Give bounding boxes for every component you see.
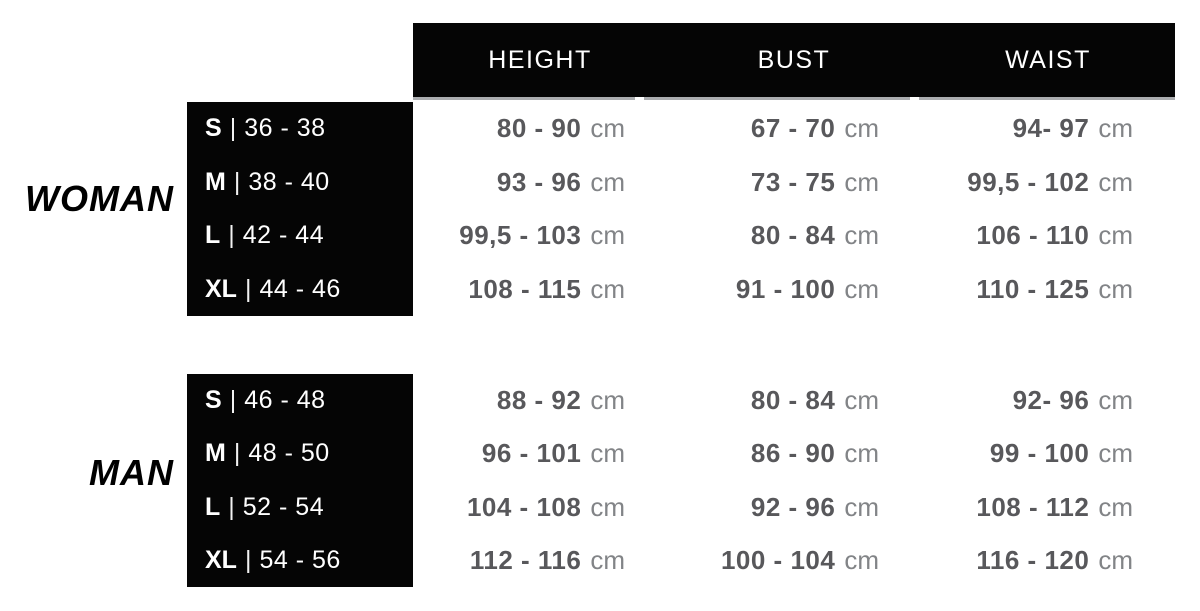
size-separator: | bbox=[233, 439, 241, 468]
measurement-value: 100 - 104 bbox=[720, 544, 836, 575]
table-cell bbox=[413, 374, 667, 427]
column-header-height: HEIGHT bbox=[488, 45, 592, 74]
measurement-unit: cm bbox=[590, 220, 625, 251]
table-cell bbox=[667, 374, 921, 427]
table-cell bbox=[413, 534, 667, 587]
measurement-value: 80 - 84 bbox=[750, 220, 836, 251]
measurement-unit: cm bbox=[844, 273, 879, 304]
measurement-value: 80 - 84 bbox=[750, 385, 836, 416]
size-row bbox=[187, 263, 413, 317]
size-eu-range: 54 - 56 bbox=[259, 545, 341, 574]
size-eu-range: 52 - 54 bbox=[242, 492, 325, 521]
table-cell bbox=[921, 427, 1175, 480]
column-header-bust: BUST bbox=[757, 45, 831, 74]
measurement-value: 91 - 100 bbox=[735, 273, 836, 304]
measurement-unit: cm bbox=[1098, 166, 1133, 197]
size-row bbox=[187, 156, 413, 210]
size-row bbox=[187, 481, 413, 534]
measurement-value: 110 - 125 bbox=[976, 273, 1090, 304]
measurement-value: 86 - 90 bbox=[750, 438, 836, 469]
size-separator: | bbox=[229, 386, 237, 415]
table-cell bbox=[667, 534, 921, 587]
table-cell bbox=[413, 427, 667, 480]
man-bust-column bbox=[667, 374, 921, 587]
measurement-value: 108 - 115 bbox=[468, 273, 582, 304]
measurement-value: 94- 97 bbox=[1012, 113, 1090, 144]
table-cell bbox=[413, 209, 667, 263]
measurement-unit: cm bbox=[1098, 544, 1133, 575]
size-eu-range: 38 - 40 bbox=[248, 167, 330, 196]
measurement-unit: cm bbox=[844, 544, 879, 575]
table-cell bbox=[667, 481, 921, 534]
measurement-value: 106 - 110 bbox=[976, 220, 1090, 251]
size-row bbox=[187, 209, 413, 263]
measurement-unit: cm bbox=[844, 385, 879, 416]
size-row bbox=[187, 102, 413, 156]
measurement-value: 93 - 96 bbox=[496, 166, 582, 197]
size-separator: | bbox=[244, 545, 252, 574]
size-letter: L bbox=[205, 221, 221, 250]
measurement-value: 99,5 - 103 bbox=[459, 220, 582, 251]
measurement-value: 96 - 101 bbox=[481, 438, 582, 469]
group-label-woman: WOMAN bbox=[25, 178, 174, 219]
measurement-unit: cm bbox=[590, 385, 625, 416]
table-cell bbox=[921, 156, 1175, 210]
measurement-unit: cm bbox=[844, 220, 879, 251]
woman-bust-column bbox=[667, 102, 921, 316]
measurement-unit: cm bbox=[1098, 220, 1133, 251]
table-cell bbox=[413, 156, 667, 210]
size-row bbox=[187, 427, 413, 480]
measurement-value: 67 - 70 bbox=[750, 113, 836, 144]
measurement-unit: cm bbox=[1098, 273, 1133, 304]
measurement-unit: cm bbox=[1098, 491, 1133, 522]
size-letter: XL bbox=[205, 274, 237, 303]
table-cell bbox=[921, 102, 1175, 156]
measurement-value: 92 - 96 bbox=[750, 491, 836, 522]
table-cell bbox=[921, 374, 1175, 427]
size-letter: XL bbox=[205, 545, 237, 574]
measurement-unit: cm bbox=[1098, 438, 1133, 469]
man-waist-column bbox=[921, 374, 1175, 587]
measurement-unit: cm bbox=[590, 438, 625, 469]
woman-height-column bbox=[413, 102, 667, 316]
table-cell bbox=[921, 263, 1175, 317]
table-cell bbox=[413, 102, 667, 156]
measurement-unit: cm bbox=[1098, 113, 1133, 144]
table-cell bbox=[667, 156, 921, 210]
measurement-value: 99,5 - 102 bbox=[967, 166, 1090, 197]
woman-size-box bbox=[187, 102, 413, 316]
measurement-unit: cm bbox=[844, 491, 879, 522]
measurement-unit: cm bbox=[590, 113, 625, 144]
measurement-value: 112 - 116 bbox=[469, 544, 582, 575]
table-cell bbox=[667, 102, 921, 156]
table-cell bbox=[413, 481, 667, 534]
size-separator: | bbox=[229, 114, 237, 143]
size-row bbox=[187, 534, 413, 587]
size-letter: S bbox=[205, 114, 222, 143]
header-cell-gap bbox=[635, 97, 644, 100]
table-cell bbox=[921, 534, 1175, 587]
size-eu-range: 36 - 38 bbox=[244, 114, 326, 143]
measurement-unit: cm bbox=[844, 438, 879, 469]
size-letter: M bbox=[205, 439, 226, 468]
man-height-column bbox=[413, 374, 667, 587]
size-separator: | bbox=[233, 167, 241, 196]
measurement-value: 108 - 112 bbox=[976, 491, 1090, 522]
measurement-value: 116 - 120 bbox=[976, 544, 1090, 575]
column-header-waist: WAIST bbox=[1005, 45, 1091, 74]
measurement-value: 92- 96 bbox=[1012, 385, 1090, 416]
size-eu-range: 48 - 50 bbox=[248, 439, 330, 468]
measurement-unit: cm bbox=[590, 491, 625, 522]
measurement-unit: cm bbox=[1098, 385, 1133, 416]
measurement-unit: cm bbox=[590, 166, 625, 197]
group-label-man: MAN bbox=[89, 452, 174, 493]
size-letter: L bbox=[205, 492, 221, 521]
measurement-value: 73 - 75 bbox=[750, 166, 836, 197]
table-cell bbox=[667, 427, 921, 480]
size-eu-range: 44 - 46 bbox=[259, 274, 341, 303]
measurement-value: 99 - 100 bbox=[989, 438, 1090, 469]
table-cell bbox=[413, 263, 667, 317]
header-cell-gap bbox=[910, 97, 919, 100]
woman-waist-column bbox=[921, 102, 1175, 316]
size-separator: | bbox=[228, 492, 235, 521]
size-letter: M bbox=[205, 167, 226, 196]
size-eu-range: 42 - 44 bbox=[242, 221, 325, 250]
measurement-unit: cm bbox=[590, 544, 625, 575]
table-header-row bbox=[413, 23, 1175, 100]
table-cell bbox=[667, 263, 921, 317]
size-eu-range: 46 - 48 bbox=[244, 386, 326, 415]
measurement-value: 104 - 108 bbox=[466, 491, 582, 522]
size-letter: S bbox=[205, 386, 222, 415]
table-cell bbox=[921, 481, 1175, 534]
man-size-box bbox=[187, 374, 413, 587]
size-separator: | bbox=[244, 274, 252, 303]
table-cell bbox=[667, 209, 921, 263]
size-row bbox=[187, 374, 413, 427]
measurement-value: 88 - 92 bbox=[496, 385, 582, 416]
measurement-unit: cm bbox=[844, 113, 879, 144]
measurement-unit: cm bbox=[590, 273, 625, 304]
table-cell bbox=[921, 209, 1175, 263]
size-separator: | bbox=[228, 221, 235, 250]
measurement-unit: cm bbox=[844, 166, 879, 197]
measurement-value: 80 - 90 bbox=[496, 113, 582, 144]
